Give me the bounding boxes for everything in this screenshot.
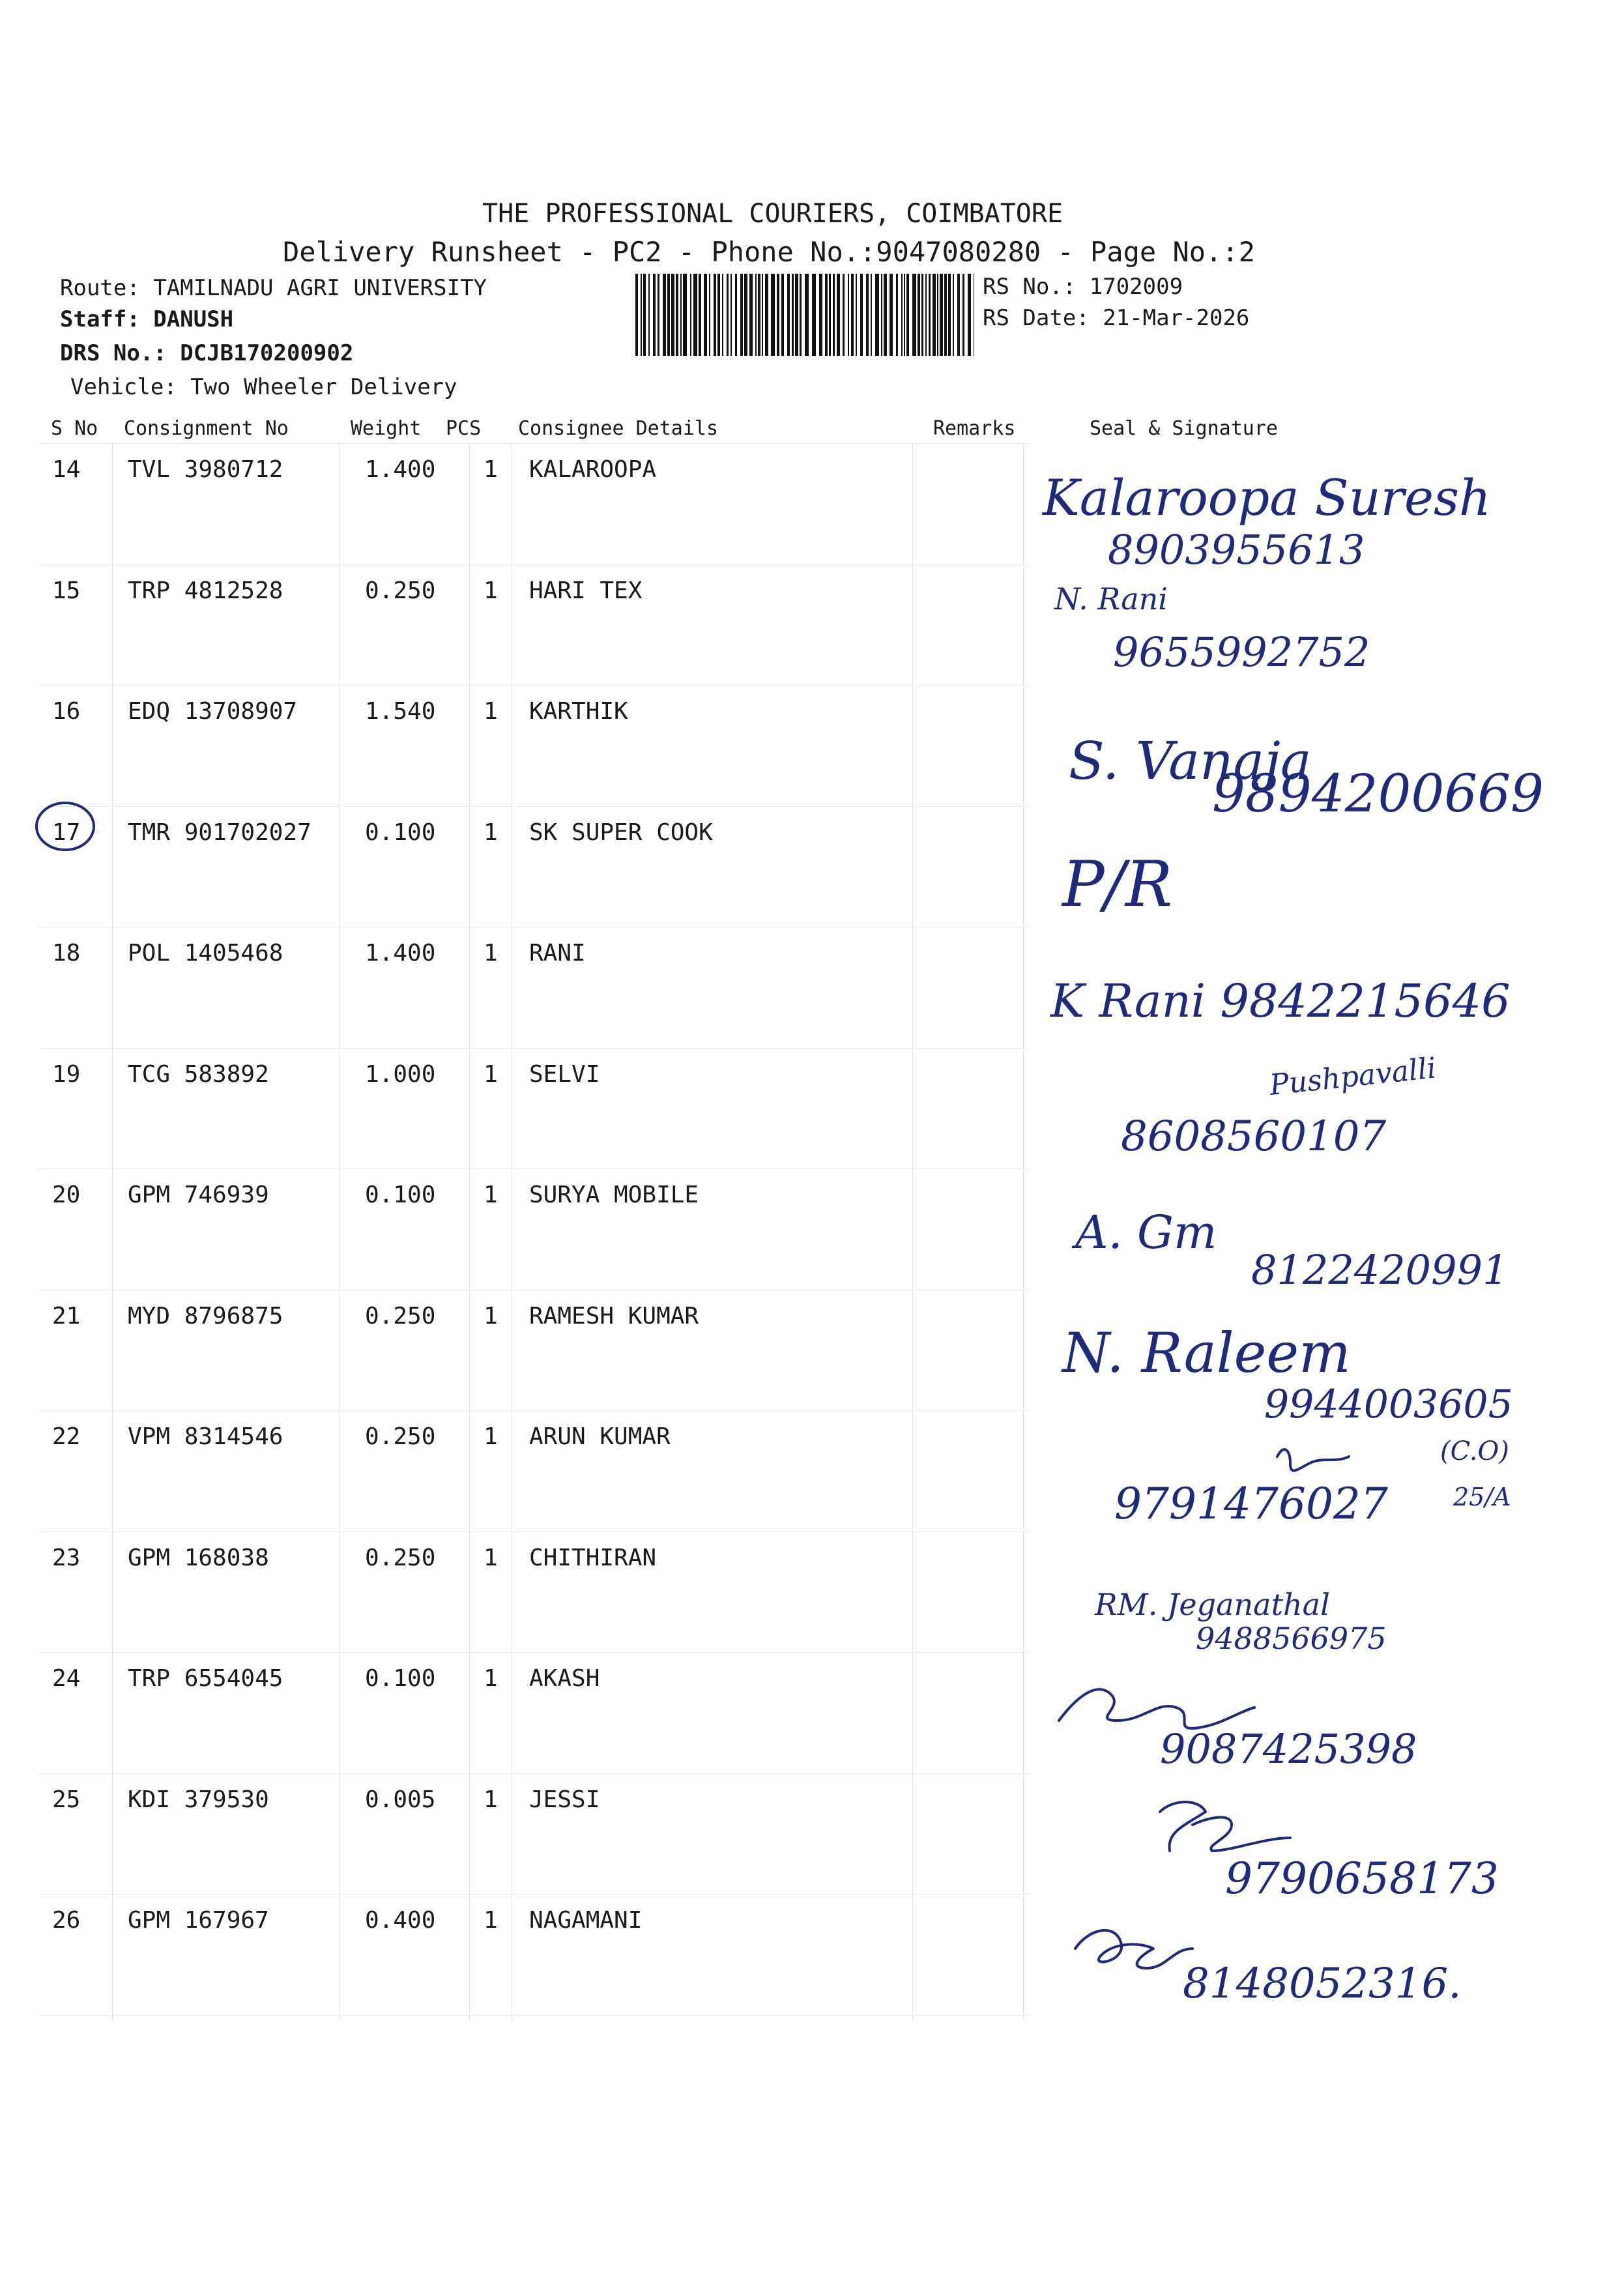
signature-21: [1061, 1321, 1513, 1427]
cell-pcs: 1: [484, 577, 498, 604]
cell-sno: 24: [52, 1665, 81, 1692]
cell-consignment: MYD 8796875: [128, 1302, 283, 1330]
cell-consignee: RANI: [529, 940, 586, 966]
cell-sno: 19: [52, 1060, 81, 1088]
cell-sno: 16: [52, 698, 81, 725]
cell-pcs: 1: [484, 1544, 498, 1571]
cell-pcs: 1: [484, 698, 498, 725]
staff-label: Staff: DANUSH: [60, 306, 234, 332]
col-weight: Weight: [351, 417, 422, 440]
col-seal-signature: Seal & Signature: [1090, 417, 1278, 440]
cell-weight: 1.400: [365, 940, 436, 966]
cell-pcs: 1: [484, 1302, 498, 1330]
cell-consignment: GPM 746939: [128, 1182, 269, 1208]
cell-sno: 18: [52, 940, 81, 966]
cell-weight: 0.100: [365, 1182, 436, 1208]
sig-22-scribble: [1277, 1449, 1349, 1470]
cell-consignee: JESSI: [529, 1786, 600, 1813]
cell-consignment: TRP 6554045: [128, 1665, 283, 1692]
sig-25-phone: 9790658173: [1225, 1853, 1499, 1904]
cell-weight: 0.250: [365, 1423, 436, 1450]
cell-consignment: KDI 379530: [128, 1786, 269, 1813]
col-sno: S No: [51, 417, 98, 440]
cell-sno: 23: [52, 1544, 81, 1571]
cell-pcs: 1: [484, 819, 498, 846]
sig-17-mark: P/R: [1062, 848, 1173, 921]
sig-26-phone: 8148052316.: [1183, 1960, 1462, 2008]
sig-20-name: A. Gm: [1075, 1206, 1217, 1259]
sig-16-name: S. Vanaja: [1069, 731, 1312, 791]
cell-weight: 0.250: [365, 577, 436, 604]
signature-17: [1061, 848, 1172, 921]
sig-14-name: Kalaroopa Suresh: [1043, 469, 1491, 527]
drs-label: DRS No.: DCJB170200902: [60, 340, 354, 366]
sig-22-phone: 9791476027: [1114, 1479, 1388, 1529]
signature-15: [1054, 581, 1370, 676]
cell-sno: 14: [52, 456, 81, 483]
sig-23-name: RM. Jeganathal: [1095, 1587, 1330, 1622]
cell-consignment: TRP 4812528: [128, 577, 283, 604]
cell-sno: 21: [52, 1302, 81, 1330]
cell-sno: 26: [52, 1907, 81, 1934]
signature-14: [1041, 469, 1491, 574]
cell-pcs: 1: [484, 1423, 498, 1450]
cell-weight: 1.000: [365, 1060, 436, 1088]
sig-22-date: 25/A: [1453, 1483, 1511, 1511]
col-consignment: Consignment No: [124, 417, 289, 440]
signature-23: [1094, 1587, 1387, 1656]
sig-21-phone: 9944003605: [1264, 1382, 1513, 1427]
sig-24-scribble: [1059, 1689, 1254, 1728]
cell-pcs: 1: [484, 1182, 498, 1208]
sig-24-phone: 9087425398: [1160, 1725, 1417, 1773]
sig-25-scribble: [1160, 1802, 1290, 1851]
sig-15-name: N. Rani: [1054, 581, 1168, 617]
cell-pcs: 1: [484, 1786, 498, 1813]
cell-consignee: KALAROOPA: [529, 456, 657, 483]
cell-consignee: SK SUPER COOK: [529, 819, 713, 846]
signature-19: [1121, 1051, 1438, 1161]
sig-22-note: (C.O): [1440, 1436, 1509, 1466]
sig-20-phone: 8122420991: [1251, 1246, 1509, 1294]
rs-number: RS No.: 1702009: [983, 274, 1183, 300]
cell-consignee: HARI TEX: [529, 577, 643, 604]
company-title: THE PROFESSIONAL COURIERS, COIMBATORE: [482, 199, 1063, 229]
col-pcs: PCS: [446, 417, 482, 440]
signature-25: [1160, 1802, 1499, 1904]
cell-consignment: GPM 168038: [128, 1544, 269, 1571]
cell-weight: 0.005: [365, 1786, 436, 1813]
sig-19-phone: 8608560107: [1121, 1112, 1387, 1161]
cell-weight: 0.250: [365, 1302, 436, 1330]
cell-consignee: RAMESH KUMAR: [529, 1302, 699, 1330]
cell-sno: 17: [52, 819, 81, 846]
cell-pcs: 1: [484, 1907, 498, 1934]
cell-weight: 0.400: [365, 1907, 436, 1934]
cell-weight: 1.400: [365, 456, 436, 483]
cell-pcs: 1: [484, 940, 498, 966]
col-remarks: Remarks: [933, 417, 1016, 440]
cell-consignment: POL 1405468: [128, 940, 283, 966]
cell-consignment: TVL 3980712: [128, 456, 283, 483]
sig-26-scribble: [1075, 1930, 1193, 1968]
cell-consignment: TMR 901702027: [128, 819, 311, 846]
cell-sno: 20: [52, 1182, 81, 1208]
cell-weight: 0.100: [365, 819, 436, 846]
cell-sno: 25: [52, 1786, 81, 1813]
cell-pcs: 1: [484, 1060, 498, 1088]
sig-16-phone: 9894200669: [1212, 763, 1544, 824]
signature-16: [1069, 731, 1544, 824]
signature-26: [1075, 1930, 1462, 2008]
cell-consignee: SURYA MOBILE: [529, 1182, 699, 1208]
cell-consignee: NAGAMANI: [529, 1907, 643, 1934]
rs-date: RS Date: 21-Mar-2026: [983, 305, 1250, 331]
cell-consignment: EDQ 13708907: [128, 698, 298, 725]
cell-consignment: VPM 8314546: [128, 1423, 283, 1450]
signature-20: [1071, 1206, 1508, 1294]
cell-consignment: GPM 167967: [128, 1907, 269, 1934]
sig-23-phone: 9488566975: [1196, 1621, 1387, 1656]
signature-22: [1114, 1436, 1511, 1529]
vehicle-label: Vehicle: Two Wheeler Delivery: [70, 374, 457, 400]
cell-sno: 15: [52, 577, 81, 604]
cell-consignment: TCG 583892: [128, 1060, 269, 1088]
cell-consignee: SELVI: [529, 1060, 600, 1088]
signature-24: [1059, 1689, 1417, 1773]
col-consignee: Consignee Details: [518, 417, 719, 440]
cell-consignee: KARTHIK: [529, 698, 628, 725]
signature-18: [1049, 974, 1511, 1028]
cell-pcs: 1: [484, 456, 498, 483]
sig-15-phone: 9655992752: [1113, 628, 1370, 676]
runsheet-subtitle: Delivery Runsheet - PC2 - Phone No.:9047080280 - Page No.:2: [283, 236, 1255, 268]
sig-18-text: K Rani 9842215646: [1050, 974, 1511, 1028]
cell-weight: 0.100: [365, 1665, 436, 1692]
cell-consignee: CHITHIRAN: [529, 1544, 657, 1571]
cell-sno: 22: [52, 1423, 81, 1450]
sig-19-name: Pushpavalli: [1267, 1051, 1438, 1102]
cell-weight: 0.250: [365, 1544, 436, 1571]
cell-consignee: AKASH: [529, 1665, 600, 1692]
cell-weight: 1.540: [365, 698, 436, 725]
cell-pcs: 1: [484, 1665, 498, 1692]
cell-consignee: ARUN KUMAR: [529, 1423, 671, 1450]
sig-14-phone: 8903955613: [1108, 526, 1365, 574]
sig-21-name: N. Raleem: [1062, 1321, 1351, 1385]
route-label: Route: TAMILNADU AGRI UNIVERSITY: [60, 275, 487, 301]
